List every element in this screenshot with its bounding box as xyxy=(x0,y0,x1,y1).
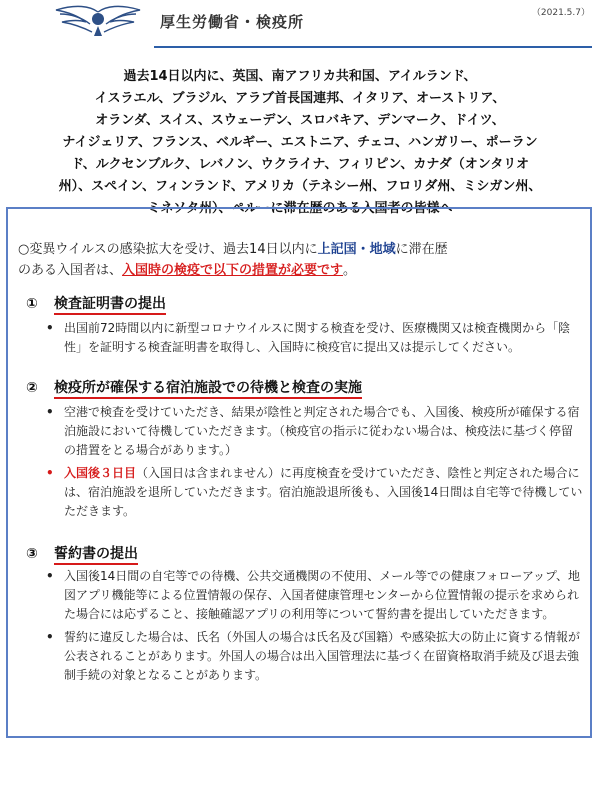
section-title xyxy=(26,543,138,563)
bullet-text: 空港で検査を受けていただき、結果が陰性と判定された場合でも、入国後、検疫所が確保する宿泊施設において待機していただきます。（検疫官の指示に従わない場合は、検疫法に基づく停留の措置をとる場合があります。） xyxy=(64,405,580,457)
document-date: （2021.5.7） xyxy=(531,8,590,18)
ministry-emblem-icon xyxy=(50,2,146,38)
lead-text: 。 xyxy=(343,263,357,278)
intro-line: オランダ、スイス、スウェーデン、スロバキア、デンマーク、ドイツ、 xyxy=(95,113,505,128)
section-title xyxy=(26,377,362,397)
list-item xyxy=(44,319,584,357)
lead-text: のある入国者は、 xyxy=(18,263,123,278)
bullet-icon: • xyxy=(46,405,54,419)
lead-highlight-countries: 上記国・地域 xyxy=(317,242,396,257)
intro-line: ミネソタ州）、ペルーに滞在歴のある入国者の皆様へ xyxy=(147,201,453,216)
intro-heading xyxy=(6,66,594,220)
bullet-text: （入国日は含まれません）に再度検査を受けていただき、陰性と判定された場合には、宿泊施設を退所していただきます。宿泊施設退所後も、入国後14日間は自宅等で待機していただきます。 xyxy=(64,466,583,518)
section-bullets xyxy=(44,319,584,357)
header-divider xyxy=(154,46,592,48)
notice-lead xyxy=(18,239,588,281)
bullet-icon: • xyxy=(46,321,54,335)
section-number: ① xyxy=(26,296,38,312)
section-number: ③ xyxy=(26,546,38,562)
intro-line: ド、ルクセンブルク、レバノン、ウクライナ、フィリピン、カナダ（オンタリオ xyxy=(70,157,530,172)
list-item xyxy=(44,464,584,521)
intro-line: 過去14日以内に、英国、南アフリカ共和国、アイルランド、 xyxy=(123,69,477,84)
intro-line: 州）、スペイン、フィンランド、アメリカ（テネシー州、フロリダ州、ミシガン州、 xyxy=(58,179,542,194)
bullet-text: 誓約に違反した場合は、氏名（外国人の場合は氏名及び国籍）や感染拡大の防止に資する情報が公表されることがあります。外国人の場合は出入国管理法に基づく在留資格取消手続及び退去強制手続の対象となることがあります。 xyxy=(64,630,581,682)
section-title xyxy=(26,293,166,313)
section-number: ② xyxy=(26,380,38,396)
measures-box xyxy=(6,207,592,738)
bullet-icon: • xyxy=(46,466,54,480)
lead-highlight-required: 入国時の検疫で以下の措置が必要です xyxy=(122,263,344,278)
bullet-icon: • xyxy=(46,569,54,583)
bullet-icon: • xyxy=(46,630,54,644)
section-bullets xyxy=(44,403,584,521)
section-title-text: 検査証明書の提出 xyxy=(54,296,166,315)
section-title-text: 検疫所が確保する宿泊施設での待機と検査の実施 xyxy=(54,380,362,399)
list-item xyxy=(44,403,584,460)
list-item xyxy=(44,628,584,685)
section-bullets xyxy=(44,567,584,685)
section-title-text: 誓約書の提出 xyxy=(54,546,138,565)
lead-text: に滞在歴 xyxy=(395,242,448,257)
list-item xyxy=(44,567,584,624)
intro-line: ナイジェリア、フランス、ベルギー、エストニア、チェコ、ハンガリー、ポーラン xyxy=(62,135,538,150)
lead-text: ○変異ウイルスの感染拡大を受け、過去14日以内に xyxy=(18,242,318,257)
bullet-text: 入国後14日間の自宅等での待機、公共交通機関の不使用、メール等での健康フォローアップ、地図アプリ機能等による位置情報の保存、入国者健康管理センターから位置情報の提示を求められた場合には応ずること、接触確認アプリの利用等について誓約書を提出していただきます。 xyxy=(64,569,581,621)
bullet-emphasis: 入国後３日目 xyxy=(64,466,137,480)
ministry-title: 厚生労働省・検疫所 xyxy=(160,13,305,31)
intro-line: イスラエル、ブラジル、アラブ首長国連邦、イタリア、オーストリア、 xyxy=(94,91,506,106)
document-header xyxy=(0,0,600,46)
bullet-text: 出国前72時間以内に新型コロナウイルスに関する検査を受け、医療機関又は検査機関から「陰性」を証明する検査証明書を取得し、入国時に検疫官に提出又は提示してください。 xyxy=(64,321,571,354)
